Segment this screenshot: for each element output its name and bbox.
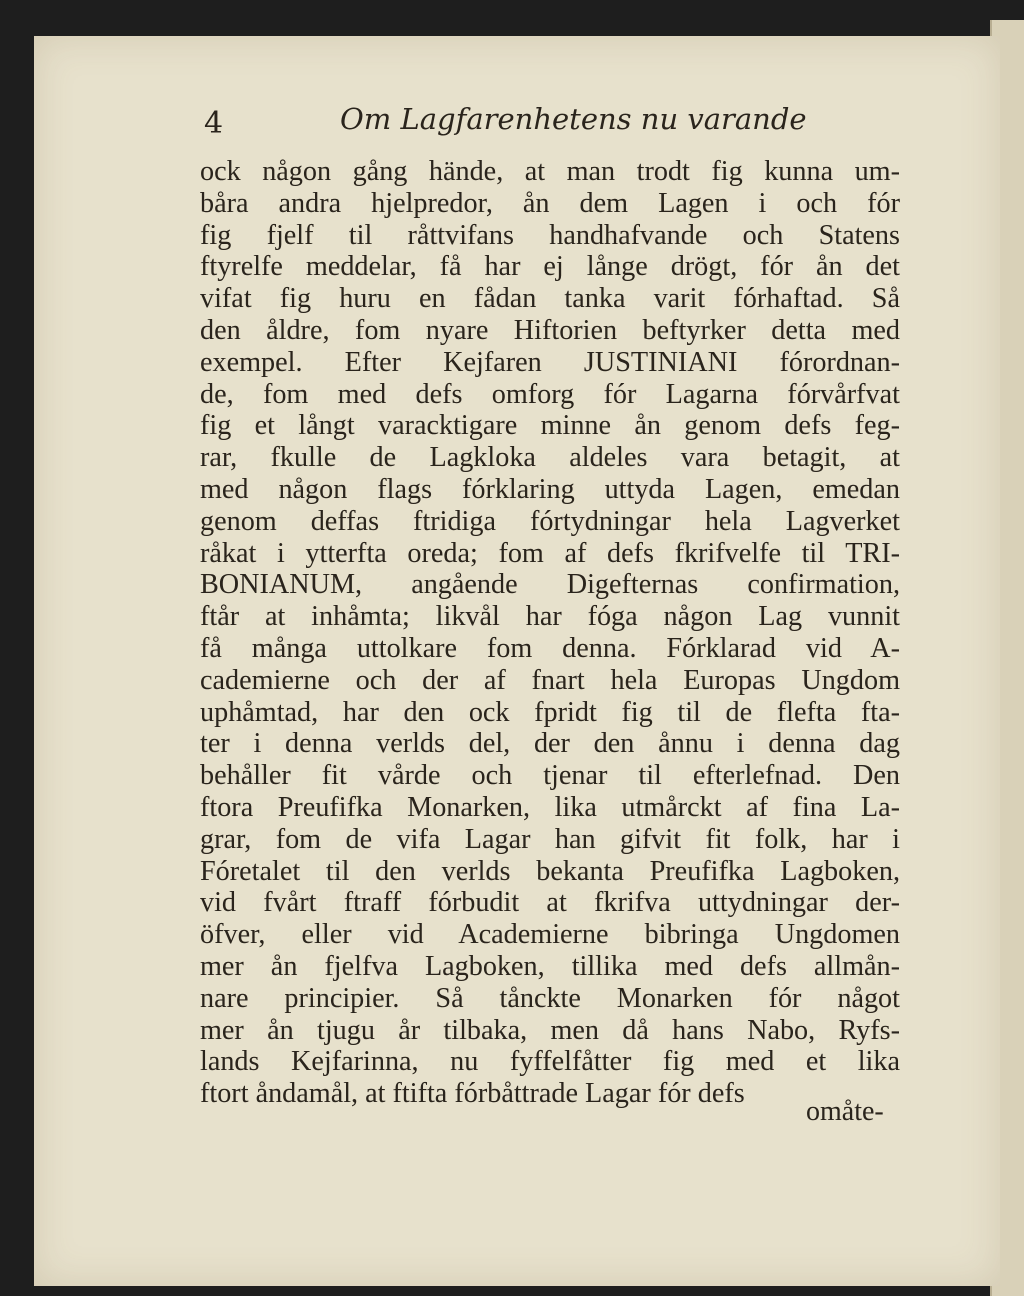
text-line: båra andra hjelpredor, ån dem Lagen i och fór	[200, 187, 900, 219]
text-line: nare principier. Så tånckte Monarken fór något	[200, 982, 900, 1014]
catchword: omåte-	[806, 1096, 884, 1127]
text-line: ock någon gång hände, at man trodt fig kunna um-	[200, 156, 900, 187]
text-line: ftora Preufifka Monarken, lika utmårckt af fina La-	[200, 791, 900, 823]
text-line: den åldre, fom nyare Hiftorien beftyrker detta med	[200, 314, 900, 346]
text-line: fig fjelf til råttvifans handhafvande och Statens	[200, 219, 900, 251]
text-line: BONIANUM, angående Digefternas confirmation,	[200, 569, 900, 601]
text-line: mer ån tjugu år tilbaka, men då hans Nabo, Ryfs-	[200, 1014, 900, 1046]
text-line: vid fvårt ftraff fórbudit at fkrifva uttydningar der-	[200, 887, 900, 919]
text-line: mer ån fjelfva Lagboken, tillika med defs allmån-	[200, 950, 900, 982]
text-line: med någon flags fórklaring uttyda Lagen, emedan	[200, 473, 900, 505]
text-line: uphåmtad, har den ock fpridt fig til de flefta fta-	[200, 696, 900, 728]
text-line: ter i denna verlds del, der den ånnu i denna dag	[200, 728, 900, 760]
text-line: ftår at inhåmta; likvål har fóga någon Lag vunnit	[200, 601, 900, 633]
text-line: grar, fom de vifa Lagar han gifvit fit folk, har i	[200, 823, 900, 855]
text-line: genom deffas ftridiga fórtydningar hela Lagverket	[200, 505, 900, 537]
text-line: råkat i ytterfta oreda; fom af defs fkrifvelfe til TRI-	[200, 537, 900, 569]
text-line: lands Kejfarinna, nu fyffelfåtter fig med et lika	[200, 1046, 900, 1078]
running-title: Om Lagfarenhetens nu varande	[340, 102, 807, 136]
text-line: exempel. Efter Kejfaren JUSTINIANI fórordnan-	[200, 346, 900, 378]
text-line: öfver, eller vid Academierne bibringa Ungdomen	[200, 919, 900, 951]
text-line: ftort åndamål, at ftifta fórbåttrade Lagar fór defs	[200, 1078, 745, 1110]
body-text	[200, 156, 900, 1110]
page-number: 4	[204, 106, 224, 141]
text-line: fig et långt varacktigare minne ån genom defs feg-	[200, 410, 900, 442]
text-line: vifat fig huru en fådan tanka varit fórhaftad. Så	[200, 283, 900, 315]
text-line: de, fom med defs omforg fór Lagarna fórvårfvat	[200, 378, 900, 410]
text-line: behåller fit vårde och tjenar til efterlefnad. Den	[200, 760, 900, 792]
text-line: få många uttolkare fom denna. Fórklarad vid A-	[200, 632, 900, 664]
text-line: Fóretalet til den verlds bekanta Preufifka Lagboken,	[200, 855, 900, 887]
text-line: ftyrelfe meddelar, få har ej långe drögt, fór ån det	[200, 251, 900, 283]
text-line: rar, fkulle de Lagkloka aldeles vara betagit, at	[200, 442, 900, 474]
text-line: cademierne och der af fnart hela Europas Ungdom	[200, 664, 900, 696]
